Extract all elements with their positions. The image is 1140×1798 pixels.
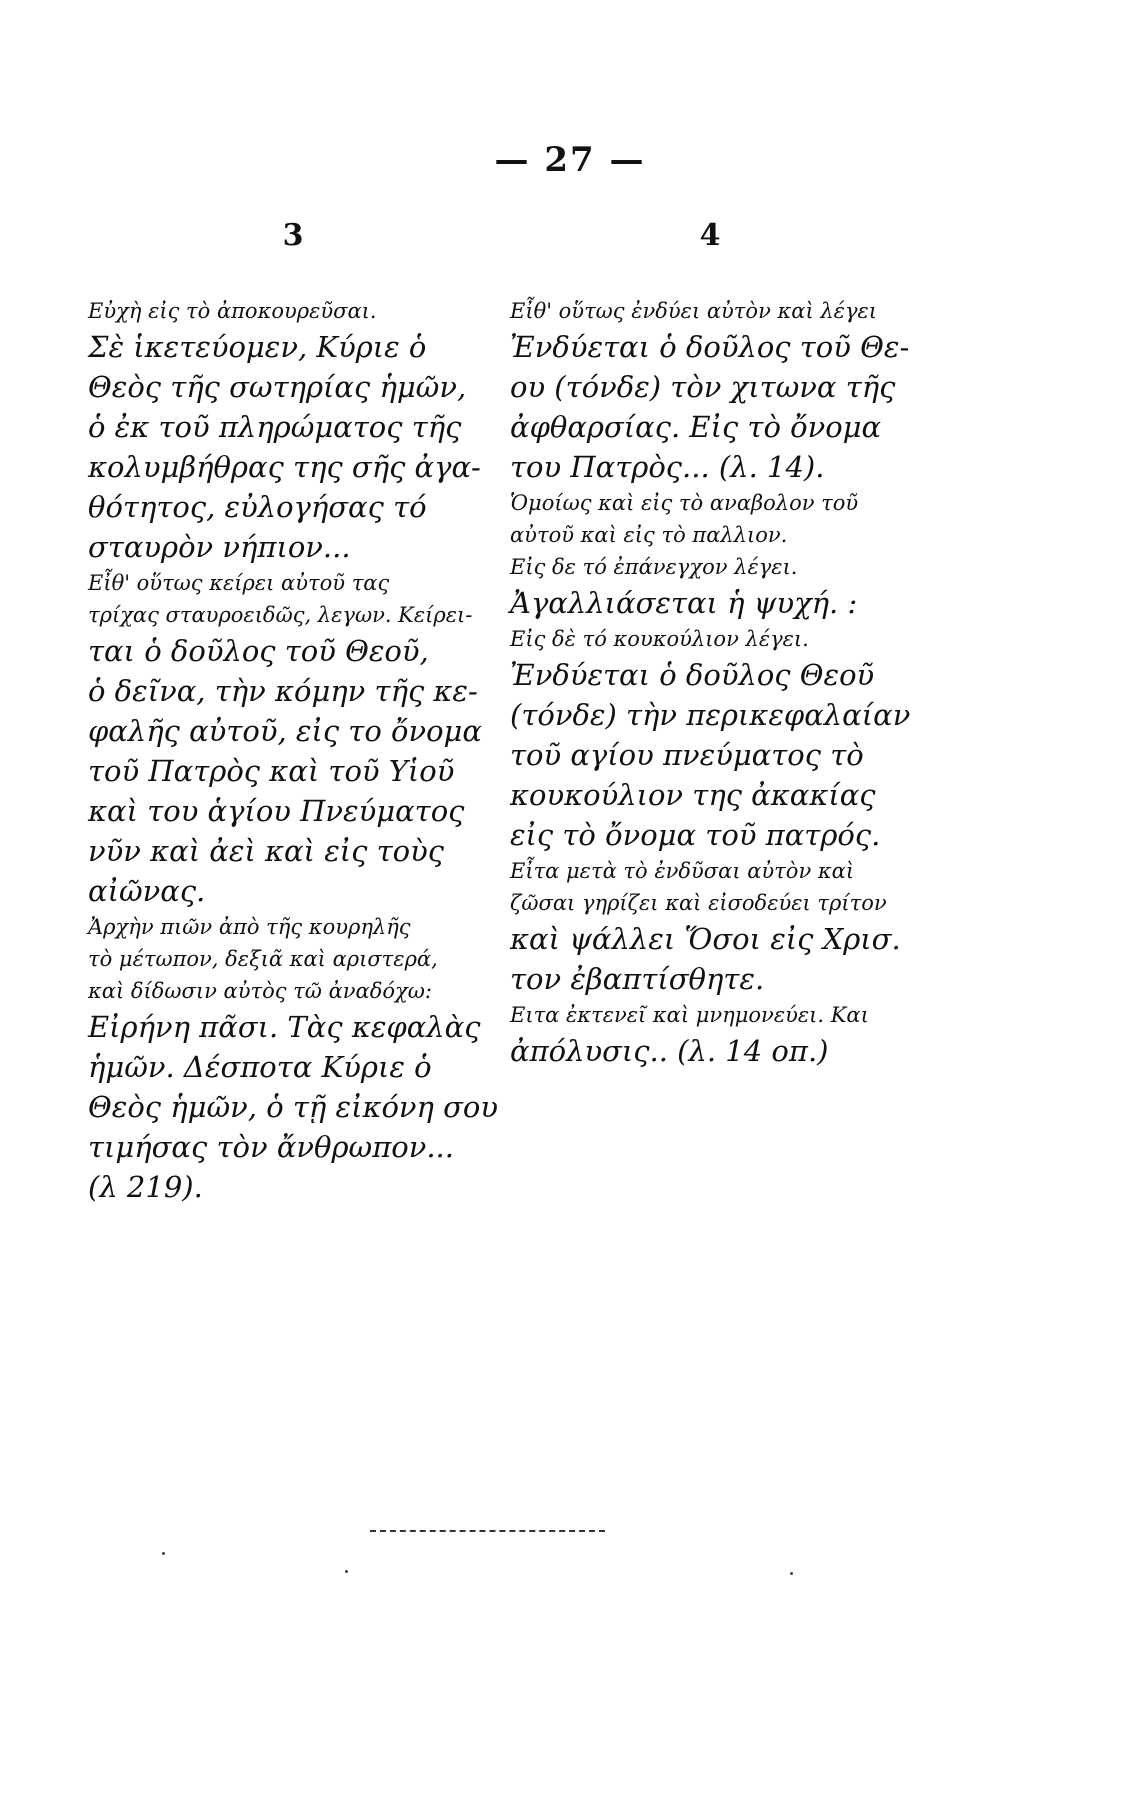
left-column-text-line: Θεὸς ἡμῶν, ὁ τῇ εἰκόνη σου	[88, 1090, 499, 1124]
right-column-text-line: ἀπόλυσις.. (λ. 14 οπ.)	[510, 1034, 829, 1068]
left-column-text-line: νῦν καὶ ἀεὶ καὶ εἰς τοὺς	[88, 834, 444, 868]
right-column-text-line: καὶ ψάλλει Ὅσοι εἰς Χρισ.	[510, 922, 901, 956]
right-column-text-line: (τόνδε) τὴν περικεφαλαίαν	[510, 698, 911, 732]
right-column-text-line: ζῶσαι γηρίζει καὶ εἰσοδεύει τρίτον	[510, 891, 887, 915]
left-column-text-line: ὁ ἐκ τοῦ πληρώματος τῆς	[88, 410, 462, 444]
left-column-text-line: θότητος, εὐλογήσας τό	[88, 490, 427, 524]
left-column-text-line: σταυρὸν νήπιον...	[88, 530, 351, 564]
section-divider	[370, 1530, 605, 1532]
right-column-text-line: κουκούλιον της ἀκακίας	[510, 778, 876, 812]
left-column-text-line: (λ 219).	[88, 1170, 203, 1204]
right-column-text-line: εἰς τὸ ὄνομα τοῦ πατρός.	[510, 818, 881, 852]
page-number: — 27 —	[494, 140, 646, 180]
left-column-text-line: ἡμῶν. Δέσποτα Κύριε ὁ	[88, 1050, 432, 1084]
right-column-text-line: Ἀγαλλιάσεται ἡ ψυχή. :	[510, 586, 858, 620]
right-column-text-line: Ἐνδύεται ὁ δοῦλος Θεοῦ	[510, 658, 875, 692]
right-column-text-line: τον ἐβαπτίσθητε.	[510, 962, 765, 996]
right-column-text-line: Ἐνδύεται ὁ δοῦλος τοῦ Θε-	[510, 330, 910, 364]
left-column-text-line: ται ὁ δοῦλος τοῦ Θεοῦ,	[88, 634, 429, 668]
right-column	[510, 218, 910, 1071]
right-column-text-line: του Πατρὸς... (λ. 14).	[510, 450, 825, 484]
left-column-text-line: Σὲ ἱκετεύομεν, Κύριε ὁ	[88, 330, 427, 364]
left-column-text-line: Εὐχὴ εἰς τὸ ἀποκουρεῦσαι.	[88, 299, 377, 323]
left-column-text-line: τρίχας σταυροειδῶς, λεγων. Κείρει-	[88, 603, 473, 627]
left-column-text-line: αἰῶνας.	[88, 874, 206, 908]
left-column-text-line: Εἰρήνη πᾶσι. Τὰς κεφαλὰς	[88, 1010, 481, 1044]
right-column-text-line: Εἰς δε τό ἐπάνεγχον λέγει.	[510, 555, 798, 579]
right-column-text	[510, 295, 910, 1071]
left-column	[88, 218, 498, 1207]
left-column-text-line: καὶ δίδωσιν αὐτὸς τῶ ἀναδόχω:	[88, 979, 432, 1003]
left-column-text-line: Θεὸς τῆς σωτηρίας ἡμῶν,	[88, 370, 467, 404]
scan-speck	[790, 1572, 793, 1575]
right-column-text-line: Εἶθ' οὕτως ἐνδύει αὐτὸν καὶ λέγει	[510, 299, 878, 323]
left-column-text	[88, 295, 498, 1207]
right-column-text-line: Ὁμοίως καὶ εἰς τὸ αναβολον τοῦ	[510, 491, 859, 515]
left-column-text-line: ὁ δεῖνα, τὴν κόμην τῆς κε-	[88, 674, 478, 708]
right-column-text-line: ἀφθαρσίας. Εἰς τὸ ὄνομα	[510, 410, 882, 444]
scan-speck	[345, 1570, 348, 1573]
left-column-text-line: Εἶθ' οὕτως κείρει αὐτοῦ τας	[88, 571, 390, 595]
right-column-text-line: αὐτοῦ καὶ εἰς τὸ παλλιον.	[510, 523, 788, 547]
left-column-text-line: τιμήσας τὸν ἄνθρωπον...	[88, 1130, 454, 1164]
right-column-text-line: τοῦ αγίου πνεύματος τὸ	[510, 738, 864, 772]
left-column-text-line: τὸ μέτωπον, δεξιᾶ καὶ αριστερά,	[88, 947, 438, 971]
right-column-text-line: Εἶτα μετὰ τὸ ἐνδῦσαι αὐτὸν καὶ	[510, 859, 855, 883]
left-column-text-line: Ἀρχὴν πιῶν ἀπὸ τῆς κουρηλῆς	[88, 915, 411, 939]
section-number-right: 4	[699, 218, 721, 253]
right-column-text-line: Ειτα ἐκτενεῖ καὶ μνημονεύει. Και	[510, 1003, 869, 1027]
left-column-text-line: φαλῆς αὐτοῦ, εἰς το ὄνομα	[88, 714, 482, 748]
section-number-left: 3	[282, 218, 304, 253]
left-column-text-line: κολυμβήθρας της σῆς ἀγα-	[88, 450, 481, 484]
scan-speck	[162, 1552, 165, 1555]
right-column-text-line: ου (τόνδε) τὸν χιτωνα τῆς	[510, 370, 896, 404]
left-column-text-line: καὶ του ἁγίου Πνεύματος	[88, 794, 465, 828]
right-column-text-line: Εἰς δὲ τό κουκούλιον λέγει.	[510, 627, 809, 651]
left-column-text-line: τοῦ Πατρὸς καὶ τοῦ Υἱοῦ	[88, 754, 455, 788]
